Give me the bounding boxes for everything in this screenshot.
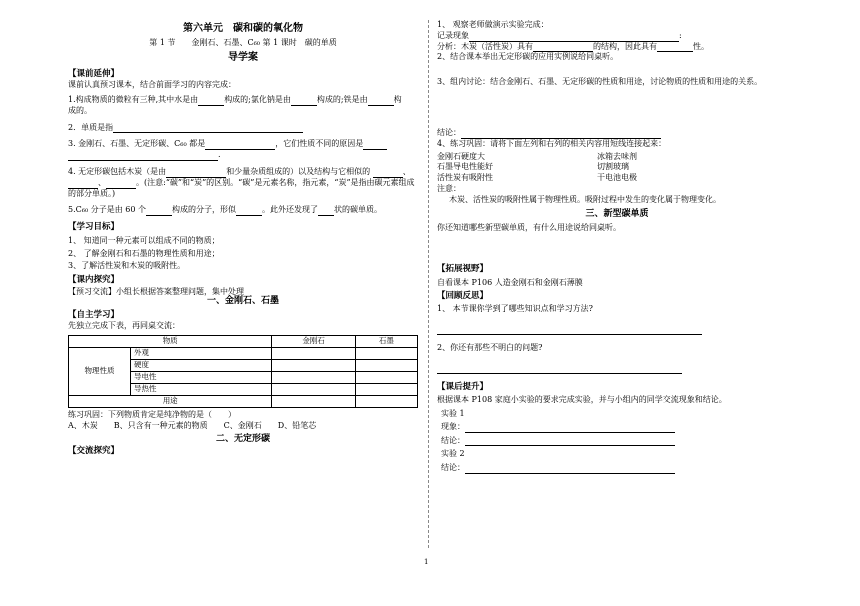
table-cell[interactable] <box>272 395 355 407</box>
matching-row: 金刚石硬度大 冰箱去味剂 <box>437 151 637 161</box>
table-cell[interactable] <box>272 359 355 371</box>
column-divider <box>428 20 429 548</box>
new-carbon-question: 你还知道哪些新型碳单质，有什么用途说给同桌听。 <box>437 222 621 232</box>
goal-2: 2、 了解金刚石和石墨的物理性质和用途； <box>68 248 220 258</box>
matching-row: 活性炭有吸附性 干电池电极 <box>437 173 637 183</box>
after-class-header: 【课后提升】 <box>437 381 489 392</box>
note-text: 木炭、活性炭的吸附性属于物理性质。吸附过程中发生的变化属于物理变化。 <box>449 194 721 204</box>
practice-options: A、木炭 B、只含有一种元素的物质 C、金刚石 D、铅笔芯 <box>68 420 317 430</box>
in-class-header: 【课内探究】 <box>68 275 120 286</box>
table-group-label: 物理性质 <box>69 347 131 395</box>
table-row <box>69 395 418 407</box>
table-cell[interactable] <box>272 347 355 359</box>
table-header-diamond: 金刚石 <box>272 335 355 347</box>
note-label: 注意： <box>437 183 461 193</box>
question-4: 4. 无定形碳包括木炭（是由 和少量杂质组成的）以及结构与它相似的 、、 。(注意:“碳”和“炭”的区别。“碳”是元素名称，指元素，“炭”是指由碳元素组成的部分单质。) <box>68 167 415 198</box>
matching-list <box>437 152 797 184</box>
section-3-title: 三、新型碳单质 <box>585 208 649 219</box>
matching-row: 石墨导电性能好 切割玻璃 <box>437 162 629 172</box>
question-1: 1.构成物质的微粒有三种,其中水是由 构成的;氯化钠是由 构成的;铁是由 构 成的。 <box>68 95 402 115</box>
pre-class-intro: 课前认真预习课本，结合前面学习的内容完成： <box>68 80 236 90</box>
table-header-row <box>69 335 418 347</box>
section-2-title: 二、无定形碳 <box>215 434 270 445</box>
table-cell[interactable] <box>355 359 417 371</box>
table-cell[interactable] <box>355 383 417 395</box>
table-row-label: 导热性 <box>131 383 272 395</box>
pre-class-header: 【课前延伸】 <box>68 68 120 79</box>
left-column <box>68 22 418 457</box>
answer-line[interactable] <box>437 364 682 374</box>
table-cell[interactable] <box>355 371 417 383</box>
unit-title: 第六单元 碳和碳的氧化物 <box>183 23 303 34</box>
right-column <box>437 20 797 474</box>
goal-3: 3、了解活性炭和木炭的吸附性。 <box>68 261 186 271</box>
table-header-graphite: 石墨 <box>355 335 417 347</box>
self-study-text: 先独立完成下表，再同桌交流： <box>68 320 180 330</box>
table-cell[interactable] <box>355 347 417 359</box>
after-class-text: 根据课本 P108 家庭小实验的要求完成实验，并与小组内的同学交流现象和结论。 <box>437 395 727 405</box>
conclusion-1-line: 结论： <box>441 436 797 447</box>
exchange-header: 【交流探究】 <box>68 445 120 456</box>
question-3: 3. 金刚石、石墨、无定形碳、C₆₀ 都是 ，它们性质不同的原因是 . <box>68 139 418 161</box>
properties-table <box>68 335 418 408</box>
table-cell[interactable] <box>272 371 355 383</box>
item-3: 3、组内讨论：结合金刚石、石墨、无定形碳的性质和用途，讨论物质的性质和用途的关系。 <box>437 77 763 87</box>
vision-text: 自看课本 P106 人造金刚石和金刚石薄膜 <box>437 277 583 287</box>
item-1: 1、 观察老师做演示实验完成： <box>437 20 549 29</box>
vision-header: 【拓展视野】 <box>437 263 489 274</box>
table-cell[interactable] <box>272 383 355 395</box>
record-line: 记录现象 : <box>437 30 682 40</box>
lesson-subtitle: 第 1 节 金刚石、石墨、C₆₀ 第 1 课时 碳的单质 <box>149 37 337 47</box>
table-row-label: 外观 <box>131 347 272 359</box>
conclusion-2-line: 结论： <box>441 463 797 474</box>
review-question-1: 1、 本节课你学到了哪些知识点和学习方法? <box>437 304 593 314</box>
preview-exchange: 【预习交流】小组长根据答案整理问题，集中处理 <box>68 286 244 296</box>
table-header-substance: 物质 <box>69 335 272 347</box>
conclusion-line: 结论： <box>437 128 797 139</box>
review-header: 【回顾反思】 <box>437 290 489 301</box>
experiment-1-label: 实验 1 <box>441 409 465 419</box>
page-number: 1 <box>424 558 429 566</box>
item-4: 4、练习巩固：请将下面左列和右列的相关内容用短线连接起来： <box>437 138 667 148</box>
self-study-header: 【自主学习】 <box>68 309 120 320</box>
goal-1: 1、 知道同一种元素可以组成不同的物质； <box>68 235 220 245</box>
experiment-2-label: 实验 2 <box>441 449 465 459</box>
practice-question: 练习巩固：下列物质肯定是纯净物的是（ ） <box>68 409 236 419</box>
table-row-label: 导电性 <box>131 371 272 383</box>
question-2: 2．单质是指 <box>68 123 418 134</box>
table-row-label: 用途 <box>69 395 272 407</box>
guide-title: 导学案 <box>228 52 258 64</box>
question-5: 5.C₆₀ 分子是由 60 个 构成的分子，形似 。此外还发现了 状的碳单质。 <box>68 205 382 215</box>
answer-line[interactable] <box>437 325 702 335</box>
table-cell[interactable] <box>355 395 417 407</box>
goals-header: 【学习目标】 <box>68 222 120 233</box>
phenomenon-line: 现象： <box>441 422 797 433</box>
analysis-line: 分析：木炭（活性炭）具有 的结构，因此具有 性。 <box>437 41 709 51</box>
review-question-2: 2、你还有那些不明白的问题? <box>437 343 543 353</box>
table-row <box>69 347 418 359</box>
item-2: 2、结合课本举出无定形碳的应用实例说给同桌听。 <box>437 52 619 62</box>
table-row-label: 硬度 <box>131 359 272 371</box>
section-1-title: 一、金刚石、石墨 <box>206 296 279 307</box>
